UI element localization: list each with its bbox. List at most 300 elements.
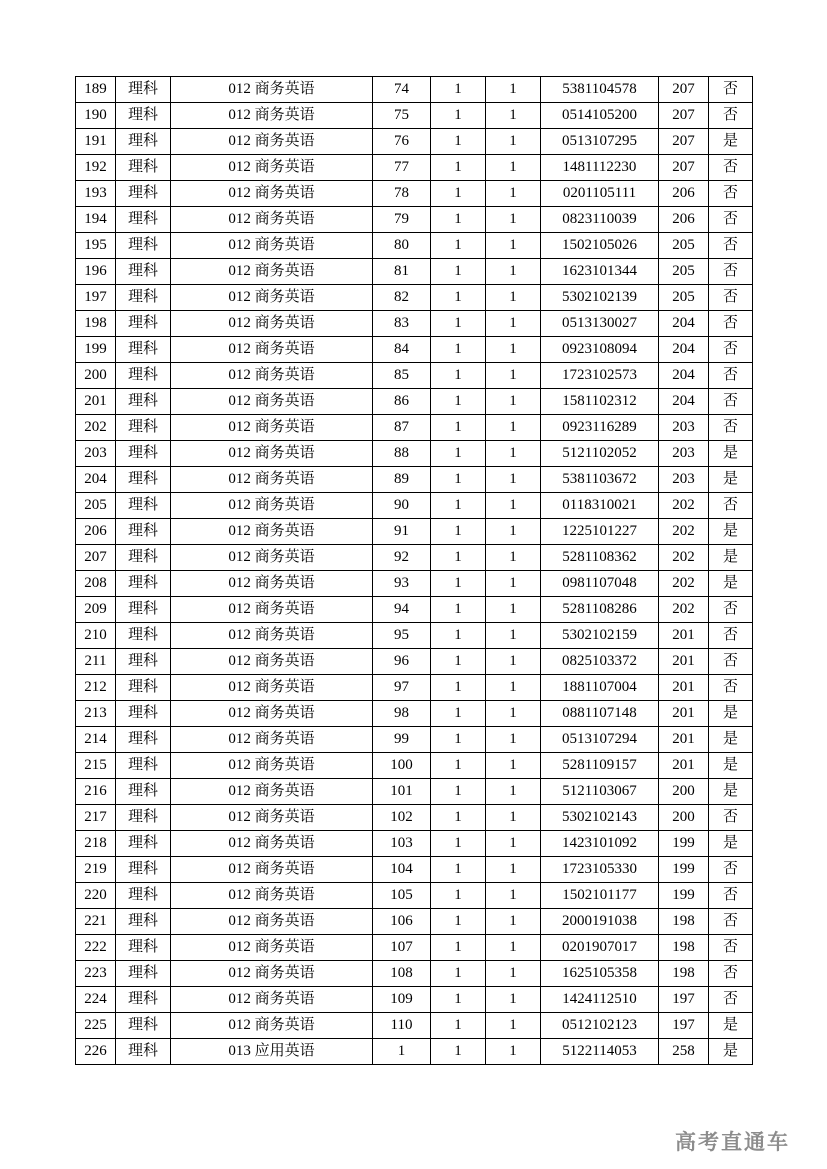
table-cell-seq: 216 [76,779,116,805]
table-cell-seq: 220 [76,883,116,909]
table-row [76,857,753,883]
table-cell-major: 012 商务英语 [171,389,373,415]
table-cell-category: 理科 [116,77,171,103]
table-cell-seq: 195 [76,233,116,259]
table-row [76,805,753,831]
table-cell-exam-id: 1581102312 [541,389,659,415]
table-cell-exam-id: 1723102573 [541,363,659,389]
table-cell-rank: 86 [373,389,431,415]
table-cell-major: 012 商务英语 [171,701,373,727]
table-cell-score: 202 [659,519,709,545]
admission-score-table [75,76,753,1065]
table-cell-score: 204 [659,311,709,337]
table-cell-score: 206 [659,181,709,207]
table-cell-batch: 1 [486,909,541,935]
table-cell-category: 理科 [116,233,171,259]
table-cell-score: 205 [659,285,709,311]
table-cell-category: 理科 [116,467,171,493]
table-cell-batch: 1 [486,207,541,233]
table-cell-score: 202 [659,493,709,519]
table-row [76,389,753,415]
table-cell-category: 理科 [116,519,171,545]
table-cell-batch: 1 [486,103,541,129]
table-cell-plan: 1 [431,285,486,311]
table-cell-category: 理科 [116,805,171,831]
table-cell-plan: 1 [431,311,486,337]
table-cell-plan: 1 [431,181,486,207]
table-row [76,1013,753,1039]
table-cell-category: 理科 [116,129,171,155]
table-cell-category: 理科 [116,337,171,363]
table-cell-rank: 96 [373,649,431,675]
table-cell-rank: 108 [373,961,431,987]
table-cell-major: 012 商务英语 [171,77,373,103]
table-cell-plan: 1 [431,831,486,857]
table-row [76,363,753,389]
table-cell-plan: 1 [431,597,486,623]
table-cell-flag: 否 [709,233,753,259]
table-cell-major: 012 商务英语 [171,623,373,649]
table-cell-plan: 1 [431,987,486,1013]
table-cell-score: 207 [659,155,709,181]
table-cell-score: 206 [659,207,709,233]
table-cell-flag: 否 [709,311,753,337]
results-table-body [76,77,753,1065]
table-cell-flag: 否 [709,623,753,649]
table-cell-batch: 1 [486,389,541,415]
table-cell-flag: 是 [709,1039,753,1065]
table-cell-category: 理科 [116,935,171,961]
table-cell-exam-id: 0825103372 [541,649,659,675]
table-cell-batch: 1 [486,415,541,441]
table-cell-batch: 1 [486,519,541,545]
table-cell-rank: 89 [373,467,431,493]
table-cell-category: 理科 [116,103,171,129]
table-cell-seq: 192 [76,155,116,181]
table-cell-rank: 97 [373,675,431,701]
table-cell-flag: 否 [709,77,753,103]
table-cell-batch: 1 [486,363,541,389]
table-cell-score: 200 [659,779,709,805]
table-cell-rank: 91 [373,519,431,545]
table-cell-seq: 221 [76,909,116,935]
table-cell-category: 理科 [116,987,171,1013]
table-cell-batch: 1 [486,597,541,623]
table-cell-category: 理科 [116,857,171,883]
table-row [76,883,753,909]
table-cell-rank: 84 [373,337,431,363]
table-cell-major: 012 商务英语 [171,571,373,597]
table-cell-score: 200 [659,805,709,831]
table-cell-flag: 否 [709,207,753,233]
table-cell-seq: 205 [76,493,116,519]
table-cell-seq: 206 [76,519,116,545]
table-cell-score: 198 [659,961,709,987]
table-cell-batch: 1 [486,155,541,181]
table-cell-major: 012 商务英语 [171,753,373,779]
table-cell-major: 013 应用英语 [171,1039,373,1065]
table-cell-rank: 82 [373,285,431,311]
table-cell-major: 012 商务英语 [171,415,373,441]
table-cell-score: 201 [659,753,709,779]
table-cell-rank: 94 [373,597,431,623]
table-cell-major: 012 商务英语 [171,207,373,233]
table-cell-seq: 189 [76,77,116,103]
table-cell-score: 199 [659,831,709,857]
table-cell-major: 012 商务英语 [171,909,373,935]
table-cell-seq: 190 [76,103,116,129]
table-cell-major: 012 商务英语 [171,987,373,1013]
table-cell-seq: 202 [76,415,116,441]
table-cell-flag: 否 [709,857,753,883]
table-cell-category: 理科 [116,415,171,441]
table-cell-exam-id: 0513107294 [541,727,659,753]
table-cell-seq: 222 [76,935,116,961]
table-cell-batch: 1 [486,987,541,1013]
table-cell-exam-id: 0981107048 [541,571,659,597]
table-cell-major: 012 商务英语 [171,649,373,675]
table-cell-rank: 76 [373,129,431,155]
table-cell-rank: 88 [373,441,431,467]
watermark: 高考直通车 [675,1131,790,1154]
table-row [76,1039,753,1065]
table-cell-exam-id: 5121102052 [541,441,659,467]
table-cell-category: 理科 [116,1039,171,1065]
table-row [76,571,753,597]
table-cell-seq: 212 [76,675,116,701]
table-cell-score: 203 [659,415,709,441]
table-cell-plan: 1 [431,909,486,935]
table-cell-major: 012 商务英语 [171,935,373,961]
table-cell-major: 012 商务英语 [171,259,373,285]
table-cell-score: 205 [659,233,709,259]
table-cell-category: 理科 [116,1013,171,1039]
table-cell-batch: 1 [486,441,541,467]
table-cell-score: 207 [659,103,709,129]
table-cell-plan: 1 [431,883,486,909]
table-cell-plan: 1 [431,77,486,103]
table-cell-major: 012 商务英语 [171,103,373,129]
table-cell-score: 205 [659,259,709,285]
table-cell-exam-id: 0513130027 [541,311,659,337]
table-cell-rank: 92 [373,545,431,571]
table-cell-plan: 1 [431,857,486,883]
table-cell-major: 012 商务英语 [171,727,373,753]
table-cell-rank: 104 [373,857,431,883]
table-row [76,467,753,493]
table-cell-flag: 是 [709,519,753,545]
table-cell-seq: 196 [76,259,116,285]
table-cell-batch: 1 [486,701,541,727]
table-cell-batch: 1 [486,1013,541,1039]
table-cell-rank: 100 [373,753,431,779]
table-cell-flag: 否 [709,285,753,311]
table-cell-seq: 211 [76,649,116,675]
table-row [76,77,753,103]
table-cell-rank: 80 [373,233,431,259]
table-cell-batch: 1 [486,753,541,779]
table-row [76,519,753,545]
table-cell-plan: 1 [431,233,486,259]
table-cell-seq: 225 [76,1013,116,1039]
table-cell-exam-id: 1881107004 [541,675,659,701]
table-row [76,987,753,1013]
table-row [76,155,753,181]
table-cell-seq: 218 [76,831,116,857]
table-cell-major: 012 商务英语 [171,883,373,909]
table-cell-batch: 1 [486,831,541,857]
table-cell-batch: 1 [486,623,541,649]
table-cell-flag: 否 [709,935,753,961]
table-cell-rank: 87 [373,415,431,441]
table-cell-batch: 1 [486,493,541,519]
table-cell-score: 201 [659,649,709,675]
table-cell-category: 理科 [116,623,171,649]
table-cell-flag: 否 [709,597,753,623]
table-cell-flag: 否 [709,363,753,389]
table-cell-plan: 1 [431,1013,486,1039]
table-cell-exam-id: 5122114053 [541,1039,659,1065]
table-cell-seq: 200 [76,363,116,389]
table-row [76,311,753,337]
table-cell-flag: 是 [709,467,753,493]
table-cell-plan: 1 [431,753,486,779]
table-row [76,415,753,441]
table-cell-flag: 是 [709,129,753,155]
table-cell-plan: 1 [431,259,486,285]
table-cell-plan: 1 [431,779,486,805]
table-cell-exam-id: 0513107295 [541,129,659,155]
table-cell-seq: 213 [76,701,116,727]
table-cell-major: 012 商务英语 [171,597,373,623]
table-cell-batch: 1 [486,259,541,285]
table-cell-score: 258 [659,1039,709,1065]
table-cell-flag: 否 [709,883,753,909]
table-cell-plan: 1 [431,545,486,571]
table-cell-major: 012 商务英语 [171,805,373,831]
table-cell-plan: 1 [431,103,486,129]
table-cell-seq: 197 [76,285,116,311]
table-cell-plan: 1 [431,129,486,155]
table-cell-flag: 是 [709,545,753,571]
table-cell-batch: 1 [486,129,541,155]
table-row [76,753,753,779]
table-cell-exam-id: 2000191038 [541,909,659,935]
table-cell-seq: 226 [76,1039,116,1065]
table-cell-flag: 是 [709,779,753,805]
table-cell-seq: 223 [76,961,116,987]
table-cell-score: 201 [659,675,709,701]
table-row [76,207,753,233]
table-cell-plan: 1 [431,1039,486,1065]
table-cell-flag: 否 [709,961,753,987]
table-cell-category: 理科 [116,961,171,987]
table-cell-category: 理科 [116,493,171,519]
table-cell-major: 012 商务英语 [171,1013,373,1039]
table-cell-exam-id: 5281108286 [541,597,659,623]
table-cell-flag: 是 [709,1013,753,1039]
table-cell-exam-id: 5381103672 [541,467,659,493]
table-cell-plan: 1 [431,389,486,415]
table-cell-exam-id: 1623101344 [541,259,659,285]
table-cell-exam-id: 0823110039 [541,207,659,233]
table-cell-plan: 1 [431,727,486,753]
table-cell-major: 012 商务英语 [171,779,373,805]
table-row [76,909,753,935]
table-cell-major: 012 商务英语 [171,363,373,389]
table-cell-exam-id: 0923108094 [541,337,659,363]
table-cell-rank: 109 [373,987,431,1013]
table-cell-rank: 102 [373,805,431,831]
table-cell-category: 理科 [116,649,171,675]
table-cell-flag: 是 [709,831,753,857]
table-cell-seq: 219 [76,857,116,883]
table-cell-exam-id: 5302102159 [541,623,659,649]
table-cell-score: 207 [659,129,709,155]
table-row [76,337,753,363]
table-cell-category: 理科 [116,753,171,779]
table-cell-seq: 198 [76,311,116,337]
table-row [76,675,753,701]
table-cell-exam-id: 0118310021 [541,493,659,519]
table-cell-exam-id: 5302102143 [541,805,659,831]
table-cell-plan: 1 [431,363,486,389]
table-cell-rank: 95 [373,623,431,649]
table-cell-batch: 1 [486,779,541,805]
table-cell-major: 012 商务英语 [171,519,373,545]
table-cell-batch: 1 [486,675,541,701]
table-cell-exam-id: 1723105330 [541,857,659,883]
table-cell-rank: 106 [373,909,431,935]
table-cell-major: 012 商务英语 [171,441,373,467]
table-cell-major: 012 商务英语 [171,337,373,363]
table-cell-plan: 1 [431,415,486,441]
table-cell-flag: 否 [709,259,753,285]
table-cell-flag: 否 [709,493,753,519]
table-cell-rank: 107 [373,935,431,961]
table-cell-score: 207 [659,77,709,103]
table-cell-category: 理科 [116,285,171,311]
table-cell-category: 理科 [116,389,171,415]
table-row [76,259,753,285]
table-cell-batch: 1 [486,935,541,961]
table-cell-flag: 否 [709,675,753,701]
table-cell-plan: 1 [431,519,486,545]
table-cell-rank: 79 [373,207,431,233]
table-cell-rank: 99 [373,727,431,753]
table-cell-exam-id: 0201907017 [541,935,659,961]
table-cell-seq: 214 [76,727,116,753]
table-cell-rank: 77 [373,155,431,181]
table-row [76,831,753,857]
table-cell-score: 201 [659,623,709,649]
table-cell-flag: 否 [709,909,753,935]
table-row [76,103,753,129]
table-cell-exam-id: 1502105026 [541,233,659,259]
table-cell-exam-id: 1481112230 [541,155,659,181]
table-cell-flag: 否 [709,155,753,181]
table-cell-exam-id: 0512102123 [541,1013,659,1039]
table-cell-seq: 215 [76,753,116,779]
table-cell-plan: 1 [431,935,486,961]
table-cell-major: 012 商务英语 [171,961,373,987]
table-cell-seq: 193 [76,181,116,207]
table-cell-exam-id: 0514105200 [541,103,659,129]
table-cell-exam-id: 5302102139 [541,285,659,311]
table-cell-score: 202 [659,571,709,597]
table-cell-plan: 1 [431,701,486,727]
table-cell-score: 204 [659,363,709,389]
table-cell-exam-id: 1625105358 [541,961,659,987]
table-cell-seq: 224 [76,987,116,1013]
table-cell-exam-id: 5381104578 [541,77,659,103]
table-cell-major: 012 商务英语 [171,831,373,857]
table-cell-category: 理科 [116,207,171,233]
table-row [76,181,753,207]
table-cell-batch: 1 [486,233,541,259]
table-cell-score: 197 [659,1013,709,1039]
table-cell-major: 012 商务英语 [171,467,373,493]
table-cell-score: 204 [659,389,709,415]
table-cell-flag: 是 [709,441,753,467]
table-cell-score: 199 [659,857,709,883]
table-cell-rank: 90 [373,493,431,519]
table-cell-plan: 1 [431,961,486,987]
table-cell-plan: 1 [431,467,486,493]
table-cell-exam-id: 5281108362 [541,545,659,571]
table-cell-category: 理科 [116,155,171,181]
table-cell-major: 012 商务英语 [171,675,373,701]
table-cell-seq: 203 [76,441,116,467]
table-cell-major: 012 商务英语 [171,129,373,155]
table-cell-score: 197 [659,987,709,1013]
table-cell-score: 203 [659,467,709,493]
table-row [76,701,753,727]
table-cell-category: 理科 [116,441,171,467]
table-row [76,441,753,467]
table-cell-batch: 1 [486,77,541,103]
table-cell-major: 012 商务英语 [171,233,373,259]
table-cell-batch: 1 [486,337,541,363]
table-cell-major: 012 商务英语 [171,181,373,207]
table-cell-score: 204 [659,337,709,363]
table-cell-exam-id: 1502101177 [541,883,659,909]
table-cell-category: 理科 [116,181,171,207]
table-cell-score: 202 [659,597,709,623]
table-cell-batch: 1 [486,727,541,753]
table-row [76,493,753,519]
table-cell-major: 012 商务英语 [171,285,373,311]
table-cell-seq: 191 [76,129,116,155]
table-cell-seq: 207 [76,545,116,571]
table-cell-batch: 1 [486,649,541,675]
table-cell-plan: 1 [431,675,486,701]
table-cell-category: 理科 [116,701,171,727]
table-cell-category: 理科 [116,597,171,623]
table-cell-seq: 217 [76,805,116,831]
table-cell-batch: 1 [486,1039,541,1065]
table-cell-rank: 83 [373,311,431,337]
table-cell-plan: 1 [431,623,486,649]
table-row [76,285,753,311]
table-cell-rank: 74 [373,77,431,103]
table-cell-score: 198 [659,909,709,935]
table-cell-score: 202 [659,545,709,571]
table-cell-rank: 93 [373,571,431,597]
table-cell-score: 201 [659,701,709,727]
table-cell-rank: 98 [373,701,431,727]
table-cell-flag: 否 [709,805,753,831]
